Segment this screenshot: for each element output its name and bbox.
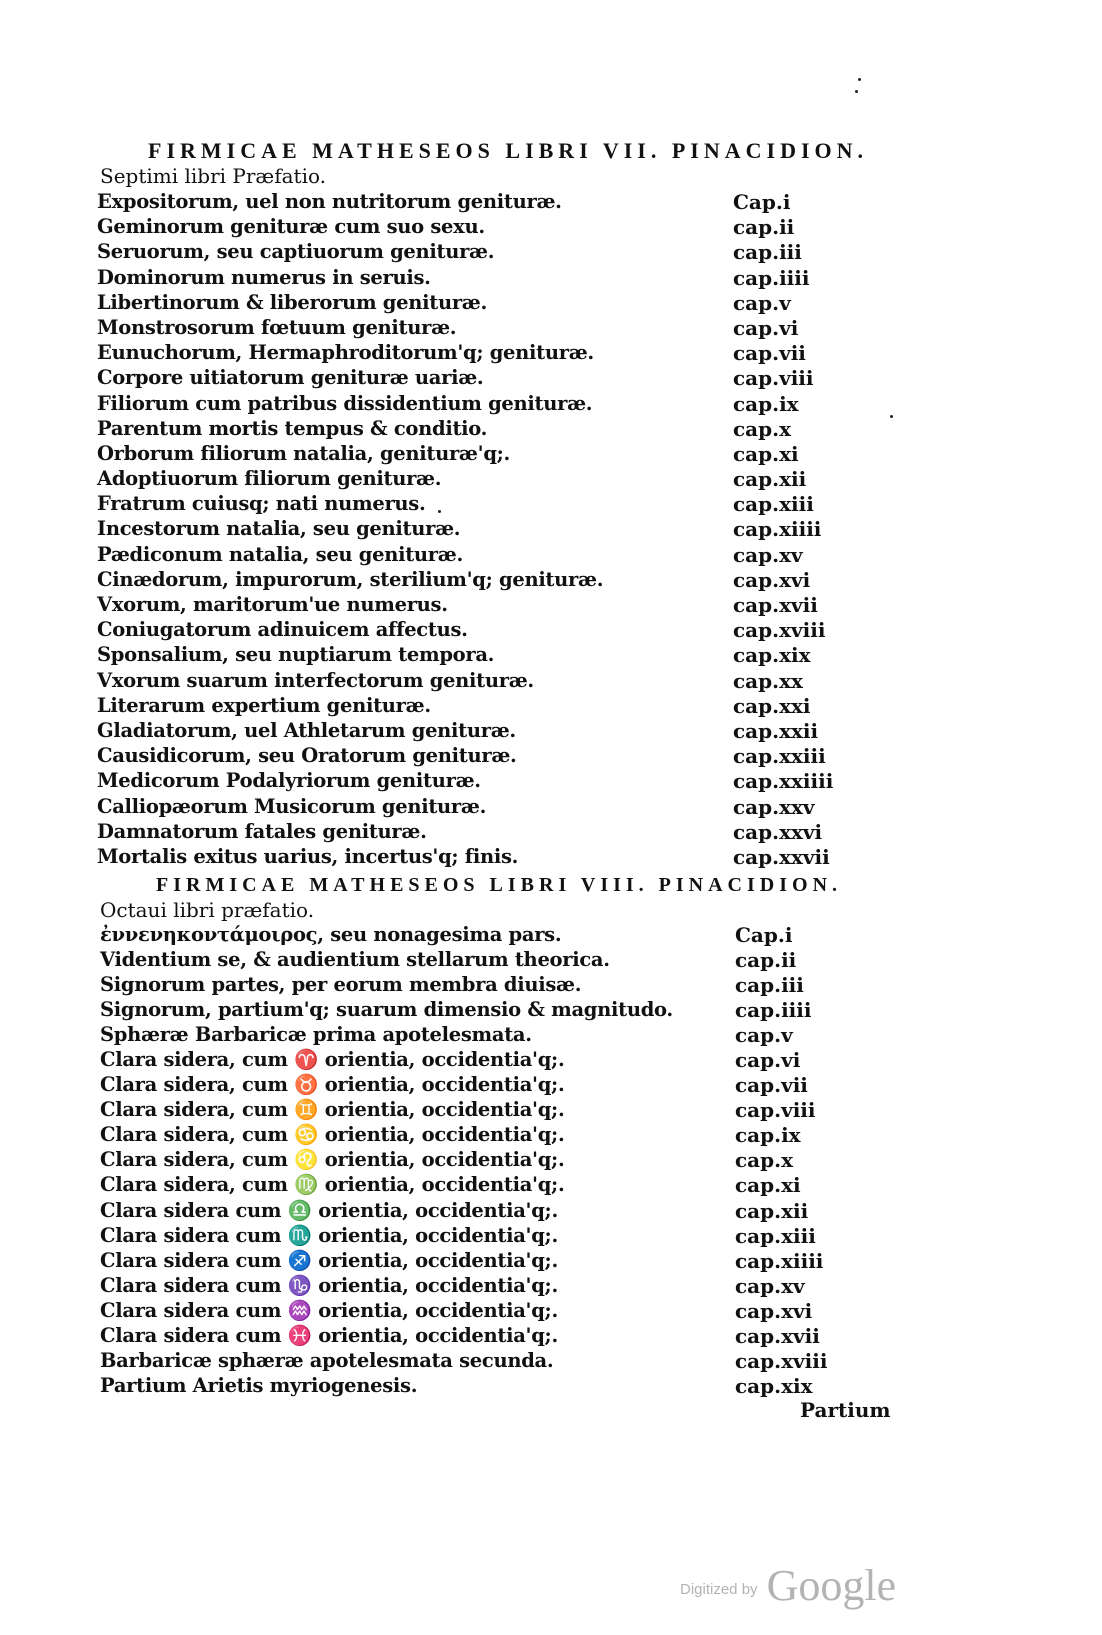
toc-entry-title: Causidicorum, seu Oratorum genituræ. [97, 744, 517, 768]
toc-entry-chapter: cap.ii [735, 948, 797, 973]
toc-entry-title: Mortalis exitus uarius, incertus'q; finis. [97, 844, 519, 868]
print-speck [890, 415, 893, 418]
toc-entry-title: Incestorum natalia, seu genituræ. [97, 517, 461, 541]
book8-header: FIRMICAE MATHESEOS LIBRI VIII. PINACIDION. [156, 874, 843, 896]
toc-entry [0, 1073, 1102, 1098]
toc-entry-title: Parentum mortis tempus & conditio. [97, 416, 488, 440]
toc-entry-title: Vxorum, maritorum'ue numerus. [97, 593, 448, 616]
toc-entry [0, 1249, 1102, 1274]
toc-entry-title: Sponsalium, seu nuptiarum tempora. [97, 643, 495, 667]
toc-entry-title: Monstrosorum fœtuum genituræ. [97, 315, 457, 339]
toc-entry [0, 744, 1102, 769]
toc-entry-title: Dominorum numerus in seruis. [97, 265, 431, 289]
toc-entry-chapter: cap.xxvi [733, 819, 823, 844]
toc-entry-chapter: cap.ix [735, 1123, 801, 1148]
toc-entry-title: Signorum, partium'q; suarum dimensio & magnitudo. [100, 998, 673, 1022]
toc-entry [0, 543, 1102, 568]
digitized-label: Digitized by [680, 1581, 758, 1598]
toc-entry-chapter: cap.xvi [733, 567, 811, 592]
toc-entry-chapter: cap.xxiii [733, 744, 826, 769]
toc-entry-chapter: cap.vi [735, 1048, 801, 1073]
toc-entry-chapter: cap.xii [733, 467, 807, 492]
toc-entry-chapter: cap.ii [733, 215, 795, 240]
toc-entry-chapter: cap.xx [733, 668, 803, 693]
toc-entry-title: Calliopæorum Musicorum genituræ. [97, 794, 487, 818]
toc-entry-chapter: cap.xiiii [735, 1248, 824, 1273]
toc-entry-title: Barbaricæ sphæræ apotelesmata secunda. [100, 1348, 554, 1372]
toc-entry-title: Clara sidera, cum ♋ orientia, occidentia'q;. [100, 1123, 565, 1147]
toc-entry [0, 417, 1102, 442]
toc-entry-title: Libertinorum & liberorum genituræ. [97, 290, 487, 314]
toc-entry-chapter: cap.x [733, 416, 792, 441]
toc-entry-title: Cinædorum, impurorum, sterilium'q; genituræ. [97, 567, 604, 591]
toc-entry [0, 568, 1102, 593]
toc-entry-title: Signorum partes, per eorum membra diuisæ. [100, 973, 582, 997]
digitized-watermark [680, 1560, 896, 1611]
toc-entry [0, 1324, 1102, 1349]
toc-entry-title: Pædiconum natalia, seu genituræ. [97, 542, 463, 566]
toc-entry-title: Clara sidera, cum ♌ orientia, occidentia'q;. [100, 1148, 565, 1172]
toc-entry-chapter: cap.xiiii [733, 517, 822, 542]
toc-entry [0, 467, 1102, 492]
toc-entry [0, 1224, 1102, 1249]
toc-entry-title: Clara sidera, cum ♈ orientia, occidentia'q;. [100, 1048, 565, 1072]
toc-entry-title: Literarum expertium genituræ. [97, 693, 431, 717]
toc-entry [0, 1048, 1102, 1073]
toc-entry-chapter: cap.xix [733, 643, 811, 668]
toc-entry-chapter: cap.viii [733, 366, 814, 391]
book8-preface: Octaui libri præfatio. [100, 898, 315, 922]
toc-entry-title: Geminorum genituræ cum suo sexu. [97, 215, 485, 239]
toc-entry-title: Clara sidera, cum ♉ orientia, occidentia'q;. [100, 1073, 565, 1097]
book8-toc [0, 923, 1102, 1399]
toc-entry [0, 669, 1102, 694]
toc-entry [0, 316, 1102, 341]
toc-entry [0, 190, 1102, 215]
toc-entry-chapter: cap.xv [735, 1273, 805, 1298]
toc-entry-chapter: cap.vii [735, 1073, 808, 1098]
print-speck [858, 78, 861, 81]
toc-entry [0, 1274, 1102, 1299]
toc-entry-chapter: cap.viii [735, 1098, 816, 1123]
toc-entry-chapter: Cap.i [735, 923, 793, 947]
toc-entry-chapter: cap.xvi [735, 1298, 813, 1323]
toc-entry [0, 215, 1102, 240]
toc-entry [0, 266, 1102, 291]
toc-entry-title: Clara sidera cum ♐ orientia, occidentia'q;. [100, 1248, 558, 1272]
toc-entry-chapter: cap.iiii [735, 998, 812, 1023]
toc-entry-chapter: cap.v [733, 290, 791, 315]
toc-entry [0, 392, 1102, 417]
toc-entry [0, 998, 1102, 1023]
toc-entry-chapter: cap.xiii [733, 492, 814, 517]
toc-entry [0, 820, 1102, 845]
toc-entry-title: Clara sidera, cum ♍ orientia, occidentia'q;. [100, 1173, 565, 1197]
toc-entry-title: Orborum filiorum natalia, genituræ'q;. [97, 441, 511, 465]
print-speck [438, 510, 441, 513]
toc-entry [0, 795, 1102, 820]
toc-entry-title: Clara sidera, cum ♊ orientia, occidentia'q;. [100, 1098, 565, 1122]
toc-entry-chapter: cap.v [735, 1023, 793, 1048]
toc-entry-chapter: Cap.i [733, 190, 791, 214]
toc-entry-title: Clara sidera cum ♎ orientia, occidentia'q;. [100, 1198, 558, 1222]
toc-entry-title: Clara sidera cum ♓ orientia, occidentia'q;. [100, 1323, 558, 1347]
toc-entry [0, 1199, 1102, 1224]
toc-entry [0, 240, 1102, 265]
toc-entry-title: Gladiatorum, uel Athletarum genituræ. [97, 718, 516, 742]
toc-entry [0, 1349, 1102, 1374]
toc-entry-chapter: cap.iiii [733, 265, 810, 290]
toc-entry-title: Clara sidera cum ♏ orientia, occidentia'q;. [100, 1223, 558, 1247]
toc-entry-title: Expositorum, uel non nutritorum genituræ. [97, 190, 562, 213]
toc-entry-title: ἐννενηκοντάμοιρος, seu nonagesima pars. [100, 923, 562, 946]
toc-entry-chapter: cap.vi [733, 315, 799, 340]
toc-entry-chapter: cap.xii [735, 1198, 809, 1223]
toc-entry-title: Videntium se, & audientium stellarum theorica. [100, 948, 610, 972]
toc-entry-title: Sphæræ Barbaricæ prima apotelesmata. [100, 1023, 532, 1047]
toc-entry-title: Medicorum Podalyriorum genituræ. [97, 769, 481, 793]
toc-entry-chapter: cap.xvii [733, 593, 818, 617]
toc-entry [0, 492, 1102, 517]
toc-entry [0, 1148, 1102, 1173]
toc-entry-chapter: cap.xiii [735, 1223, 816, 1248]
book7-preface: Septimi libri Præfatio. [100, 164, 327, 188]
toc-entry-title: Partium Arietis myriogenesis. [100, 1373, 418, 1397]
toc-entry-chapter: cap.xix [735, 1373, 813, 1398]
print-speck [855, 90, 858, 93]
toc-entry-chapter: cap.xviii [735, 1348, 828, 1373]
toc-entry [0, 973, 1102, 998]
google-logo: Google [766, 1561, 897, 1610]
toc-entry-chapter: cap.vii [733, 341, 806, 366]
toc-entry [0, 341, 1102, 366]
toc-entry [0, 694, 1102, 719]
toc-entry-chapter: cap.xxv [733, 794, 815, 819]
toc-entry [0, 643, 1102, 668]
toc-entry [0, 593, 1102, 618]
toc-entry [0, 923, 1102, 948]
toc-entry [0, 1023, 1102, 1048]
toc-entry-title: Fratrum cuiusq; nati numerus. [97, 492, 426, 516]
toc-entry [0, 1173, 1102, 1198]
toc-entry-chapter: cap.xxi [733, 693, 811, 718]
toc-entry-title: Clara sidera cum ♒ orientia, occidentia'q;. [100, 1298, 558, 1322]
toc-entry-title: Damnatorum fatales genituræ. [97, 819, 427, 843]
toc-entry-title: Adoptiuorum filiorum genituræ. [97, 467, 442, 491]
toc-entry [0, 769, 1102, 794]
toc-entry [0, 948, 1102, 973]
toc-entry-chapter: cap.xviii [733, 618, 826, 643]
toc-entry [0, 517, 1102, 542]
book7-header: FIRMICAE MATHESEOS LIBRI VII. PINACIDION. [148, 138, 869, 163]
toc-entry-title: Vxorum suarum interfectorum genituræ. [97, 668, 534, 692]
book7-toc [0, 190, 1102, 870]
toc-entry [0, 291, 1102, 316]
catchword: Partium [800, 1398, 891, 1422]
toc-entry-title: Coniugatorum adinuicem affectus. [97, 618, 468, 642]
toc-entry-title: Clara sidera cum ♑ orientia, occidentia'q;. [100, 1273, 558, 1297]
toc-entry [0, 1374, 1102, 1399]
toc-entry [0, 1299, 1102, 1324]
toc-entry [0, 719, 1102, 744]
toc-entry [0, 618, 1102, 643]
toc-entry-chapter: cap.iii [733, 240, 802, 265]
toc-entry-title: Corpore uitiatorum genituræ uariæ. [97, 366, 484, 390]
toc-entry [0, 1098, 1102, 1123]
toc-entry-chapter: cap.xi [735, 1173, 801, 1198]
toc-entry [0, 1123, 1102, 1148]
toc-entry-chapter: cap.iii [735, 973, 804, 998]
toc-entry-chapter: cap.xvii [735, 1323, 820, 1348]
toc-entry-chapter: cap.xv [733, 542, 803, 567]
toc-entry-title: Filiorum cum patribus dissidentium genituræ. [97, 391, 593, 415]
toc-entry [0, 442, 1102, 467]
toc-entry-chapter: cap.x [735, 1148, 794, 1173]
toc-entry [0, 845, 1102, 870]
toc-entry-chapter: cap.xxii [733, 718, 819, 743]
toc-entry-chapter: cap.xi [733, 441, 799, 466]
toc-entry-title: Seruorum, seu captiuorum genituræ. [97, 240, 495, 264]
toc-entry-title: Eunuchorum, Hermaphroditorum'q; genituræ. [97, 341, 594, 365]
toc-entry-chapter: cap.ix [733, 391, 799, 416]
toc-entry-chapter: cap.xxiiii [733, 769, 834, 794]
toc-entry-chapter: cap.xxvii [733, 844, 830, 869]
toc-entry [0, 366, 1102, 391]
